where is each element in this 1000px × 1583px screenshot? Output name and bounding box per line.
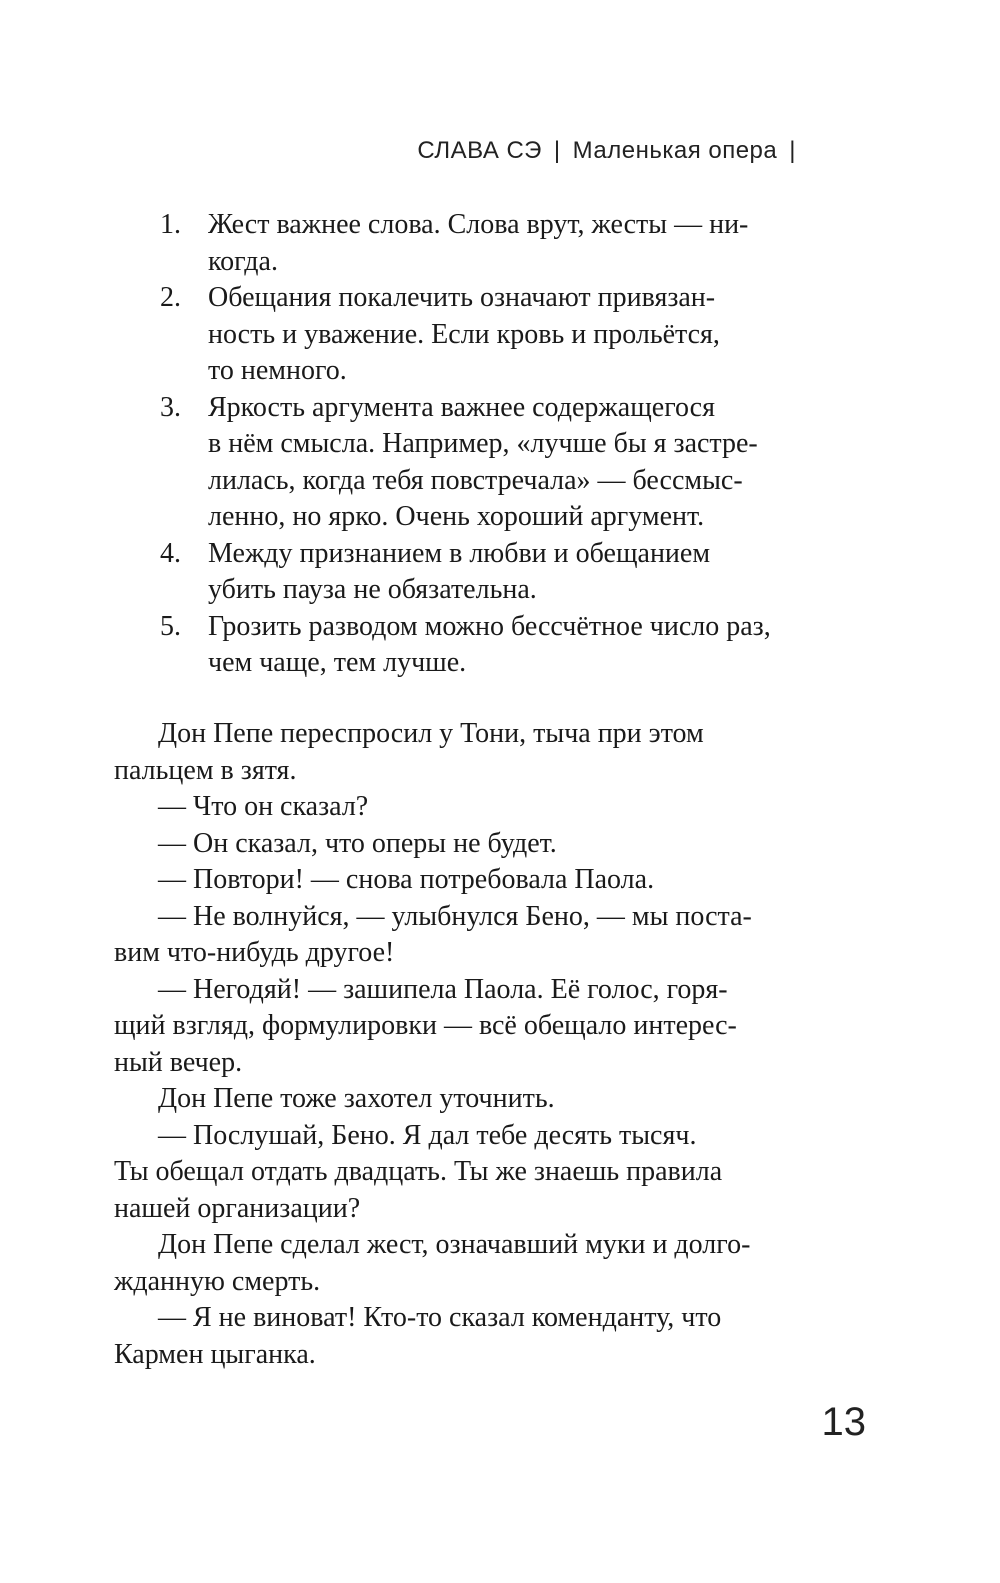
paragraph-line: Дон Пепе переспросил у Тони, тыча при этом xyxy=(158,718,704,749)
header-author: СЛАВА СЭ xyxy=(417,137,542,164)
list-item-line: Между признанием в любви и обещанием xyxy=(208,537,711,569)
paragraph-line: нашей организации? xyxy=(114,1192,361,1224)
list-item-line: Обещания покалечить означают привязан- xyxy=(208,282,716,313)
paragraph xyxy=(114,1300,814,1373)
paragraph-line: — Он сказал, что оперы не будет. xyxy=(158,827,557,859)
paragraph-line: — Что он сказал? xyxy=(158,791,369,822)
paragraph xyxy=(114,972,814,1082)
paragraph xyxy=(114,1081,814,1118)
list-item-line: ленно, но ярко. Очень хороший аргумент. xyxy=(208,501,705,532)
header-separator: | xyxy=(553,137,561,164)
list-item-line: Жест важнее слова. Слова врут, жесты — ни- xyxy=(208,209,749,240)
paragraph-line: Кармен цыганка. xyxy=(114,1338,316,1370)
paragraph xyxy=(114,899,814,972)
paragraph-line: вим что-нибудь другое! xyxy=(114,937,395,968)
paragraph xyxy=(114,862,814,899)
header-title: Маленькая опера xyxy=(572,137,778,164)
paragraph xyxy=(114,789,814,826)
paragraph-line: пальцем в зятя. xyxy=(114,754,297,786)
list-item-line: когда. xyxy=(208,245,278,277)
list-item-number: 2. xyxy=(160,282,181,313)
paragraph-line: Дон Пепе тоже захотел уточнить. xyxy=(158,1083,555,1114)
list-item-number: 1. xyxy=(160,209,181,240)
paragraph-line: — Негодяй! — зашипела Паола. Её голос, горя- xyxy=(158,973,728,1005)
paragraph xyxy=(114,1227,814,1300)
paragraph-line: Ты обещал отдать двадцать. Ты же знаешь правила xyxy=(114,1156,723,1187)
paragraph xyxy=(114,716,814,789)
paragraph-line: — Послушай, Бено. Я дал тебе десять тысяч. xyxy=(158,1119,697,1151)
list-item-line: ность и уважение. Если кровь и прольётся, xyxy=(208,318,720,350)
page-number: 13 xyxy=(821,1400,866,1444)
list-item xyxy=(158,390,818,536)
list-item-line: Грозить разводом можно бессчётное число раз, xyxy=(208,610,771,642)
list-item xyxy=(158,536,818,609)
paragraph-line: — Повтори! — снова потребовала Паола. xyxy=(158,864,655,895)
list-item-number: 5. xyxy=(160,610,181,642)
paragraph-line: ный вечер. xyxy=(114,1046,243,1078)
list-item xyxy=(158,207,818,280)
paragraph-line: Дон Пепе сделал жест, означавший муки и долго- xyxy=(158,1229,751,1260)
list-item-line: лилась, когда тебя повстречала» — бессмыс- xyxy=(208,464,743,496)
paragraph-line: щий взгляд, формулировки — всё обещало интерес- xyxy=(114,1010,737,1041)
list-item-line: чем чаще, тем лучше. xyxy=(208,647,467,678)
paragraph xyxy=(114,1118,814,1228)
list-item-line: убить пауза не обязательна. xyxy=(208,574,537,605)
list-item-line: то немного. xyxy=(208,355,347,386)
list-item xyxy=(158,280,818,390)
header-separator-end: | xyxy=(789,137,796,164)
paragraph-line: — Я не виноват! Кто-то сказал коменданту, что xyxy=(158,1302,722,1333)
paragraph xyxy=(114,826,814,863)
running-header xyxy=(417,137,808,165)
paragraph-line: жданную смерть. xyxy=(114,1265,321,1297)
paragraph-line: — Не волнуйся, — улыбнулся Бено, — мы поста- xyxy=(158,900,752,932)
list-item-number: 4. xyxy=(160,537,181,569)
list-item-number: 3. xyxy=(160,391,181,423)
list-item xyxy=(158,609,818,682)
list-item-line: в нём смысла. Например, «лучше бы я застре- xyxy=(208,428,758,459)
rules-list xyxy=(158,207,818,682)
list-item-line: Яркость аргумента важнее содержащегося xyxy=(208,391,715,423)
body-text xyxy=(114,716,814,1373)
